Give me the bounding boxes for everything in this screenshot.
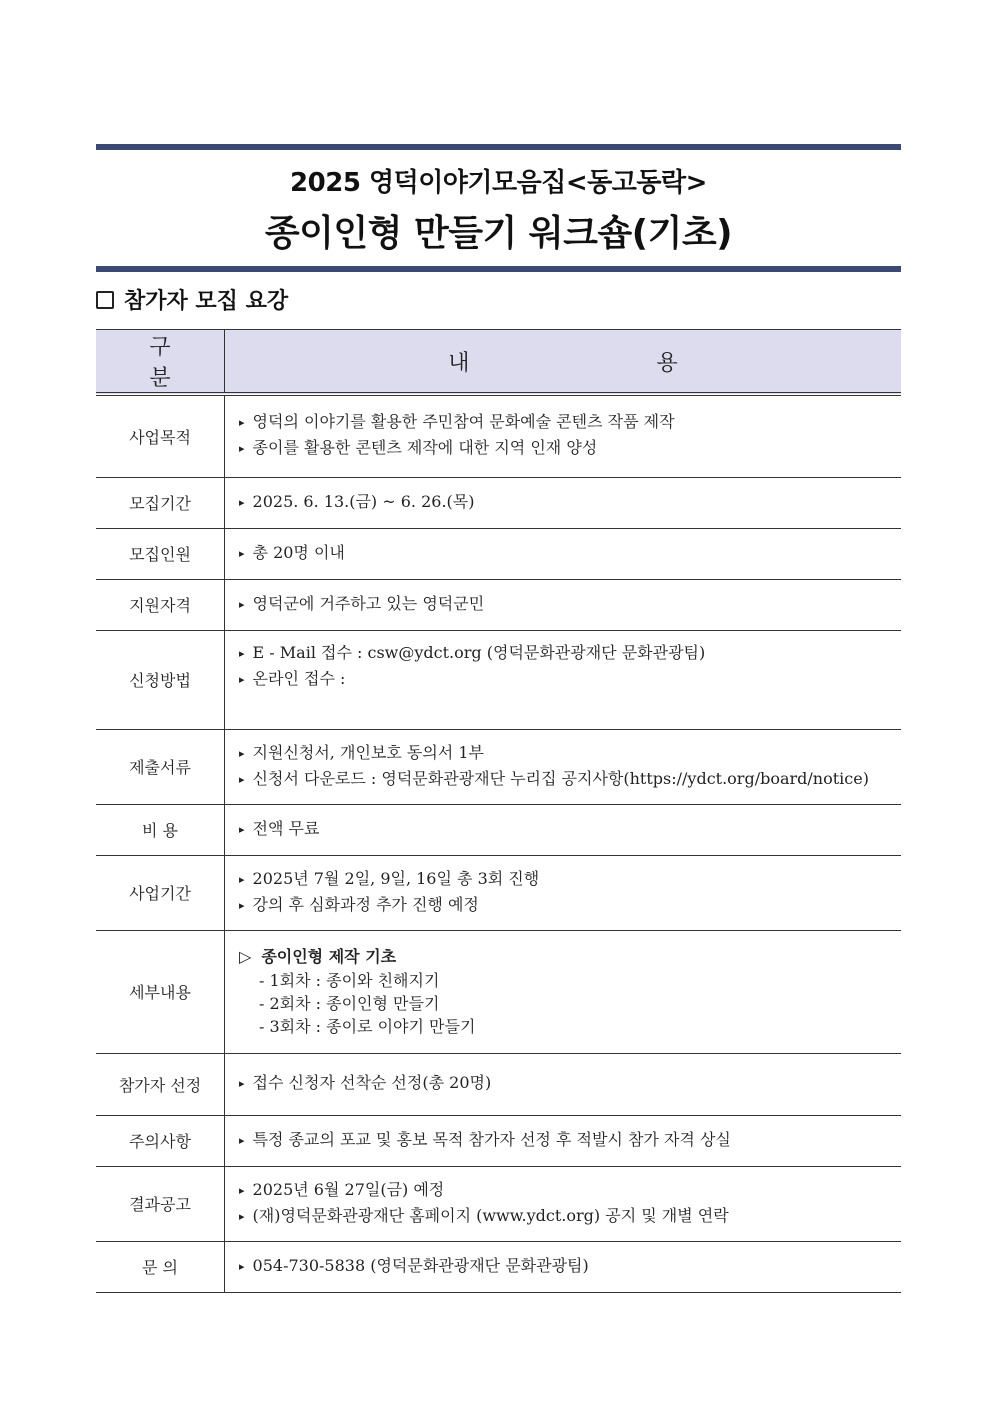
content-line	[239, 1128, 901, 1154]
table-row	[96, 1166, 901, 1241]
detail-heading-text: 종이인형 제작 기초	[261, 947, 397, 966]
content-text: E - Mail 접수 : csw@ydct.org (영덕문화관광재단 문화관광팀)	[252, 642, 706, 662]
content-text: 접수 신청자 선착순 선정(총 20명)	[252, 1073, 492, 1092]
row-label: 문 의	[96, 1241, 225, 1292]
content-line	[239, 541, 901, 567]
content-line	[239, 1204, 901, 1230]
bullet-icon: ▸	[239, 442, 245, 456]
bullet-icon: ▸	[239, 495, 245, 509]
table-row	[96, 579, 901, 630]
content-line	[239, 592, 901, 618]
content-text: 총 20명 이내	[252, 542, 345, 562]
bullet-icon: ▸	[239, 1259, 245, 1273]
row-content	[225, 855, 902, 930]
row-label: 사업기간	[96, 855, 225, 930]
content-text: 신청서 다운로드 : 영덕문화관광재단 누리집 공지사항(https://ydct.org/board/notice)	[252, 768, 869, 788]
bottom-rule	[96, 266, 901, 272]
content-line	[239, 436, 901, 462]
bullet-icon: ▸	[239, 546, 245, 560]
hollow-triangle-icon: ▷	[239, 947, 252, 966]
session-line: - 2회차 : 종이인형 만들기	[259, 994, 440, 1013]
row-label: 세부내용	[96, 930, 225, 1053]
row-label: 모집인원	[96, 528, 225, 579]
row-content	[225, 1166, 902, 1241]
table-row	[96, 855, 901, 930]
top-rule	[96, 144, 901, 150]
row-content	[225, 1053, 902, 1115]
row-label: 신청방법	[96, 630, 225, 729]
content-text: 054-730-5838 (영덕문화관광재단 문화관광팀)	[252, 1255, 589, 1275]
content-line	[239, 410, 901, 436]
bullet-icon: ▸	[239, 646, 245, 660]
row-label: 지원자격	[96, 579, 225, 630]
row-label: 모집기간	[96, 477, 225, 528]
table-row	[96, 1115, 901, 1166]
row-content	[225, 394, 902, 477]
row-label: 참가자 선정	[96, 1053, 225, 1115]
section-heading	[96, 284, 901, 315]
detail-heading	[239, 945, 901, 969]
content-text: 온라인 접수 :	[252, 668, 346, 688]
row-content	[225, 729, 902, 804]
bullet-icon: ▸	[239, 746, 245, 760]
bullet-icon: ▸	[239, 672, 245, 686]
table-row	[96, 394, 901, 477]
bullet-icon: ▸	[239, 822, 245, 836]
content-line	[239, 741, 901, 767]
content-text: 전액 무료	[252, 818, 320, 838]
table-row	[96, 1053, 901, 1115]
bullet-icon: ▸	[239, 1133, 245, 1147]
content-text: 2025. 6. 13.(금) ~ 6. 26.(목)	[252, 491, 475, 511]
content-text: 강의 후 심화과정 추가 진행 예정	[252, 894, 479, 914]
row-label: 결과공고	[96, 1166, 225, 1241]
bullet-icon: ▸	[239, 772, 245, 786]
bullet-icon: ▸	[239, 416, 245, 430]
table-row	[96, 1241, 901, 1292]
row-content	[225, 1115, 902, 1166]
header-label-col: 구 분	[96, 330, 225, 395]
checkbox-icon	[96, 291, 114, 309]
content-line	[239, 1178, 901, 1204]
table-row	[96, 477, 901, 528]
content-line	[239, 893, 901, 919]
bullet-icon: ▸	[239, 1077, 245, 1090]
table-header-row	[96, 330, 901, 395]
content-line	[239, 1254, 901, 1280]
content-text: 종이를 활용한 콘텐츠 제작에 대한 지역 인재 양성	[252, 438, 598, 458]
document-page	[96, 144, 901, 1293]
bullet-icon: ▸	[239, 1183, 245, 1197]
row-content	[225, 930, 902, 1053]
title-line-1: 2025 영덕이야기모음집<동고동락>	[290, 168, 707, 198]
content-text: 지원신청서, 개인보호 동의서 1부	[252, 742, 484, 762]
section-title: 참가자 모집 요강	[124, 288, 289, 314]
content-line	[239, 667, 901, 693]
row-content	[225, 528, 902, 579]
content-text: 영덕군에 거주하고 있는 영덕군민	[252, 593, 485, 613]
row-label: 제출서류	[96, 729, 225, 804]
content-line	[239, 641, 901, 667]
bullet-icon: ▸	[239, 898, 245, 912]
content-line	[239, 767, 901, 793]
row-content	[225, 1241, 902, 1292]
table-row	[96, 729, 901, 804]
row-label: 주의사항	[96, 1115, 225, 1166]
content-line	[239, 1071, 901, 1097]
table-row	[96, 930, 901, 1053]
header-content-col: 내 용	[225, 330, 902, 395]
content-line	[239, 867, 901, 893]
recruitment-table	[96, 329, 901, 1293]
content-text: (재)영덕문화관광재단 홈페이지 (www.ydct.org) 공지 및 개별 연락	[252, 1205, 729, 1225]
table-row	[96, 528, 901, 579]
row-label: 사업목적	[96, 394, 225, 477]
table-row	[96, 804, 901, 855]
bullet-icon: ▸	[239, 872, 245, 886]
table-row	[96, 630, 901, 729]
content-text: 영덕의 이야기를 활용한 주민참여 문화예술 콘텐츠 작품 제작	[252, 412, 675, 432]
content-text: 2025년 6월 27일(금) 예정	[252, 1179, 445, 1199]
content-text: 특정 종교의 포교 및 홍보 목적 참가자 선정 후 적발시 참가 자격 상실	[252, 1129, 731, 1149]
content-text: 2025년 7월 2일, 9일, 16일 총 3회 진행	[252, 868, 540, 888]
row-content	[225, 804, 902, 855]
title-line-2: 종이인형 만들기 워크숍(기초)	[264, 213, 733, 254]
content-line	[239, 490, 901, 516]
bullet-icon: ▸	[239, 1209, 245, 1223]
bullet-icon: ▸	[239, 597, 245, 611]
table-body	[96, 394, 901, 1292]
content-line	[239, 817, 901, 843]
session-line: - 1회차 : 종이와 친해지기	[259, 971, 440, 990]
row-label: 비 용	[96, 804, 225, 855]
row-content	[225, 630, 902, 729]
row-content	[225, 477, 902, 528]
session-line: - 3회차 : 종이로 이야기 만들기	[259, 1017, 476, 1036]
row-content	[225, 579, 902, 630]
